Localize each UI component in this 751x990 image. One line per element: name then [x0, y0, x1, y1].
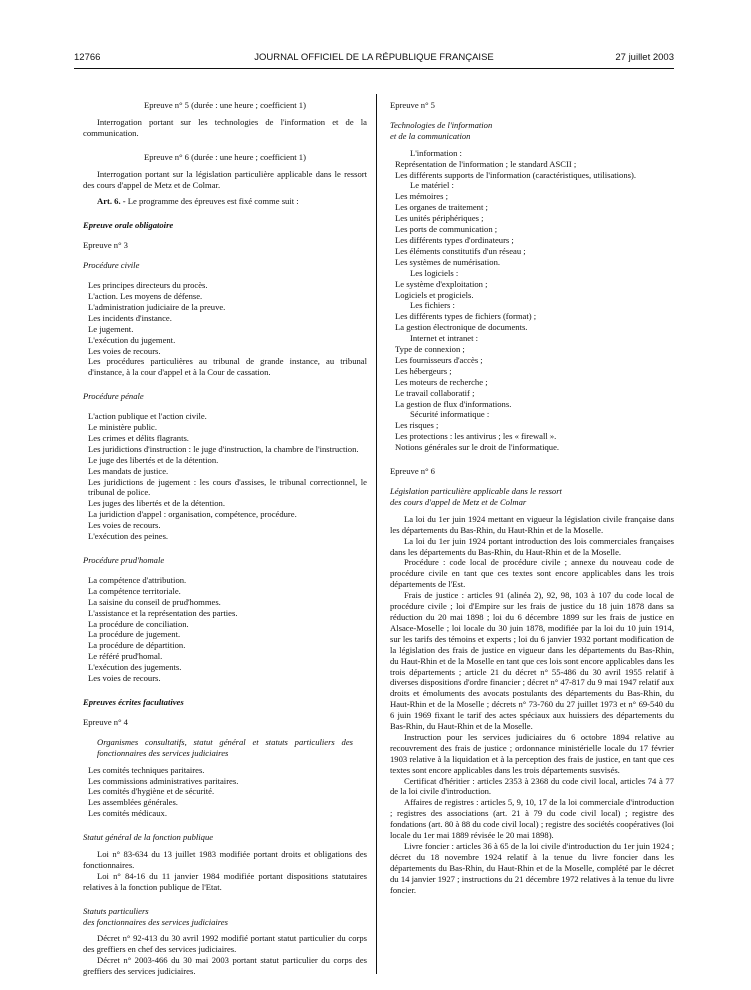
internet-heading: Internet et intranet : — [410, 333, 479, 344]
securite-item: Les risques ; — [395, 420, 439, 431]
internet-item: Type de connexion ; — [395, 344, 465, 355]
header-rule — [74, 68, 674, 69]
list-item: L'assistance et la représentation des parties. — [88, 607, 238, 618]
article-6-text: Le programme des épreuves est fixé comme suit : — [127, 196, 299, 207]
epreuve-5-text: Interrogation portant sur les technologies de l'information et de la communication. — [83, 116, 367, 138]
list-item: Les voies de recours. — [88, 520, 161, 531]
list-item: L'exécution des jugements. — [88, 662, 182, 673]
list-item: L'exécution du jugement. — [88, 334, 176, 345]
epreuve-3-title: Epreuve n° 3 — [83, 240, 128, 251]
epreuve-6-text: Interrogation portant sur la législation particulière applicable dans le ressort des cours d'appel de Metz et de Colmar. — [83, 168, 367, 190]
procedure-penale-list — [83, 411, 367, 542]
list-item: Les juges des libertés et de la détention. — [88, 498, 225, 509]
paragraph: Livre foncier : articles 36 à 65 de la loi civile d'introduction du 1er juin 1924 ; décret du 18 novembre 1924 relatif à la tenue du livre foncier dans les départements du Bas-Rhin, du Haut-Rhin et de la Moselle, complété par le décret du 14 janvier 1927 ; instructions du 21 décembre 1972 relatives à la tenue du livre foncier. — [390, 841, 674, 895]
logiciels-item: Logiciels et progiciels. — [395, 289, 474, 300]
paragraph: Décret n° 2003-466 du 30 mai 2003 portant statut particulier du corps des greffiers des services judiciaires. — [83, 955, 367, 977]
list-item: Les comités médicaux. — [88, 808, 167, 819]
list-item: Le juge des libertés et de la détention. — [88, 454, 219, 465]
technologies-heading-2: et de la communication — [390, 130, 471, 141]
legislation-paragraphs — [390, 514, 674, 896]
list-item: La procédure de jugement. — [88, 629, 181, 640]
materiel-heading: Le matériel : — [410, 180, 454, 191]
materiel-section — [390, 180, 674, 267]
legislation-heading-2: des cours d'appel de Metz et de Colmar — [390, 496, 527, 507]
statuts-particuliers-heading-2: des fonctionnaires des services judiciaires — [83, 916, 228, 927]
internet-item: Le travail collaboratif ; — [395, 387, 475, 398]
article-6-label: Art. 6. - — [97, 196, 126, 207]
list-item: L'administration judiciaire de la preuve. — [88, 301, 226, 312]
list-item: Les comités techniques paritaires. — [88, 764, 205, 775]
materiel-item: Les ports de communication ; — [395, 224, 498, 235]
epreuve-6-duration-title: Epreuve n° 6 (durée : une heure ; coefficient 1) — [144, 151, 306, 162]
procedure-civile-list — [83, 280, 367, 378]
fichiers-item: Les différents types de fichiers (format) ; — [395, 311, 537, 322]
statut-general-paragraphs — [83, 849, 367, 893]
page-header — [74, 52, 674, 66]
list-item: Les voies de recours. — [88, 673, 161, 684]
list-item: Les assemblées générales. — [88, 797, 178, 808]
list-item: Les juridictions de jugement : les cours d'assises, le tribunal correctionnel, le tribunal de police. — [88, 476, 367, 498]
organismes-list — [83, 765, 367, 820]
logiciels-heading: Les logiciels : — [410, 267, 459, 278]
list-item: La procédure de départition. — [88, 640, 186, 651]
materiel-item: Les unités périphériques ; — [395, 213, 484, 224]
internet-section — [390, 333, 674, 409]
statut-general-heading: Statut général de la fonction publique — [83, 832, 214, 843]
fichiers-section — [390, 300, 674, 333]
list-item: L'action. Les moyens de défense. — [88, 290, 203, 301]
page-number: 12766 — [74, 52, 101, 63]
list-item: Les crimes et délits flagrants. — [88, 432, 189, 443]
list-item: L'exécution des peines. — [88, 531, 169, 542]
legislation-heading-1: Législation particulière applicable dans le ressort — [390, 486, 562, 496]
statuts-particuliers-paragraphs — [83, 933, 367, 977]
journal-title: JOURNAL OFFICIEL DE LA RÉPUBLIQUE FRANÇAISE — [254, 52, 494, 63]
paragraph: Frais de justice : articles 91 (alinéa 2), 92, 98, 103 à 107 du code local de procédure civile ; loi d'Empire sur les frais de justice du 18 juin 1878 dans sa réduction du 20 mai 1898 ; loi du 6 décembre 1899 sur les frais de justice en Alsace-Moselle ; loi locale du 30 juin 1878, modifiée par la loi du 10 juin 1914, sur les tarifs des témoins et experts ; loi du 6 janvier 1932 portant modification de la législation des frais de justice en vigueur dans les départements du Bas-Rhin, du Haut-Rhin et de la Moselle en tant que ces lois sont encore applicables dans les trois départements ; article 21 du décret n° 55-486 du 30 avril 1955 relatif à diverses dispositions d'ordre financier ; décret n° 47-817 du 9 mai 1947 relatif aux droits et émoluments des avocats postulants des départements du Bas-Rhin, du Haut-Rhin et de la Moselle ; décrets n° 73-760 du 27 juillet 1973 et n° 69-540 du 6 juin 1969 fixant le tarif des actes spéciaux aux huissiers des départements du Bas-Rhin, du Haut-Rhin et de la Moselle. — [390, 590, 674, 732]
list-item: L'action publique et l'action civile. — [88, 411, 207, 422]
list-item: Le référé prud'homal. — [88, 651, 163, 662]
securite-item: Notions générales sur le droit de l'informatique. — [395, 442, 560, 453]
internet-item: La gestion de flux d'informations. — [395, 398, 512, 409]
materiel-item: Les systèmes de numérisation. — [395, 256, 501, 267]
publication-date: 27 juillet 2003 — [615, 52, 674, 63]
written-exams-heading: Epreuves écrites facultatives — [83, 696, 184, 707]
information-item: Les différents supports de l'information (caractéristiques, utilisations). — [395, 169, 636, 180]
materiel-item: Les éléments constitutifs d'un réseau ; — [395, 245, 526, 256]
procedure-civile-heading: Procédure civile — [83, 260, 140, 271]
organismes-heading: Organismes consultatifs, statut général et statuts particuliers des fonctionnaires des services judiciaires — [97, 736, 353, 758]
paragraph: Décret n° 92-413 du 30 avril 1992 modifié portant statut particulier du corps des greffiers en chef des services judiciaires. — [83, 933, 367, 955]
list-item: Les procédures particulières au tribunal de grande instance, au tribunal d'instance, à la cour d'appel et à la Cour de cassation. — [88, 356, 367, 378]
list-item: La compétence d'attribution. — [88, 574, 187, 585]
procedure-penale-heading: Procédure pénale — [83, 391, 144, 402]
securite-item: Les protections : les antivirus ; les « firewall ». — [395, 431, 557, 442]
paragraph: La loi du 1er juin 1924 mettant en vigueur la législation civile française dans les départements du Bas-Rhin, du Haut-Rhin et de la Moselle. — [390, 513, 674, 535]
list-item: Les incidents d'instance. — [88, 312, 172, 323]
materiel-item: Les différents types d'ordinateurs ; — [395, 234, 514, 245]
securite-heading: Sécurité informatique : — [410, 409, 490, 420]
list-item: Les voies de recours. — [88, 345, 161, 356]
list-item: Les commissions administratives paritaires. — [88, 775, 239, 786]
article-6 — [83, 196, 367, 207]
procedure-prudhomale-list — [83, 575, 367, 684]
list-item: Les comités d'hygiène et de sécurité. — [88, 786, 215, 797]
list-item: La compétence territoriale. — [88, 585, 181, 596]
paragraph: Affaires de registres : articles 5, 9, 10, 17 de la loi commerciale d'introduction ; registres des associations (art. 21 à 79 du code civil local) ; registre des fondations (art. 80 à 88 du code civil local) ; registre des sociétés coopératives (loi locale du 1er mai 1889 révisée le 20 mai 1898). — [390, 797, 674, 841]
securite-section — [390, 409, 674, 453]
logiciels-item: Le système d'exploitation ; — [395, 278, 488, 289]
paragraph: Loi n° 84-16 du 11 janvier 1984 modifiée portant dispositions statutaires relatives à la fonction publique de l'Etat. — [83, 870, 367, 892]
fichiers-heading: Les fichiers : — [410, 300, 455, 311]
information-heading: L'information : — [410, 147, 462, 158]
paragraph: Instruction pour les services judiciaires du 6 octobre 1894 relative au recouvrement des frais de justice ; ordonnance ministérielle locale du 17 février 1903 relative à la liquidation et à la perception des frais de justice, en tant que ces textes sont encore applicables dans les trois départements susvisés. — [390, 731, 674, 775]
epreuve-5-title: Epreuve n° 5 — [390, 100, 435, 110]
internet-item: Les moteurs de recherche ; — [395, 376, 488, 387]
right-column — [390, 100, 674, 896]
column-divider — [376, 94, 377, 974]
paragraph: Procédure : code local de procédure civile ; annexe du nouveau code de procédure civile en tant que ces textes sont encore applicables dans les trois départements de l'Est. — [390, 557, 674, 590]
paragraph: Certificat d'héritier : articles 2353 à 2368 du code civil local, articles 74 à 77 de la loi civile d'introduction. — [390, 775, 674, 797]
oral-exam-heading: Epreuve orale obligatoire — [83, 220, 174, 231]
internet-item: Les hébergeurs ; — [395, 365, 452, 376]
internet-item: Les fournisseurs d'accès ; — [395, 354, 483, 365]
epreuve-5-duration-title: Epreuve n° 5 (durée : une heure ; coefficient 1) — [144, 100, 306, 110]
list-item: La juridiction d'appel : organisation, compétence, procédure. — [88, 509, 297, 520]
list-item: La procédure de conciliation. — [88, 618, 189, 629]
information-item: Représentation de l'information ; le standard ASCII ; — [395, 158, 577, 169]
list-item: Le jugement. — [88, 323, 134, 334]
epreuve-6-title: Epreuve n° 6 — [390, 466, 435, 477]
fichiers-item: La gestion électronique de documents. — [395, 322, 528, 333]
paragraph: La loi du 1er juin 1924 portant introduction des lois commerciales françaises dans les départements du Bas-Rhin, du Haut-Rhin et de la Moselle. — [390, 535, 674, 557]
list-item: Les juridictions d'instruction : le juge d'instruction, la chambre de l'instruction. — [88, 443, 359, 454]
list-item: Les principes directeurs du procès. — [88, 280, 208, 291]
technologies-heading-1: Technologies de l'information — [390, 119, 493, 130]
materiel-item: Les organes de traitement ; — [395, 202, 488, 213]
epreuve-4-title: Epreuve n° 4 — [83, 716, 128, 727]
list-item: Les mandats de justice. — [88, 465, 169, 476]
list-item: Le ministère public. — [88, 422, 157, 433]
information-section — [390, 148, 674, 181]
materiel-item: Les mémoires ; — [395, 191, 448, 202]
procedure-prudhomale-heading: Procédure prud'homale — [83, 555, 165, 565]
paragraph: Loi n° 83-634 du 13 juillet 1983 modifiée portant droits et obligations des fonctionnaires. — [83, 849, 367, 870]
left-column — [83, 100, 367, 977]
logiciels-section — [390, 268, 674, 301]
statuts-particuliers-heading-1: Statuts particuliers — [83, 905, 149, 916]
list-item: La saisine du conseil de prud'hommes. — [88, 596, 221, 607]
